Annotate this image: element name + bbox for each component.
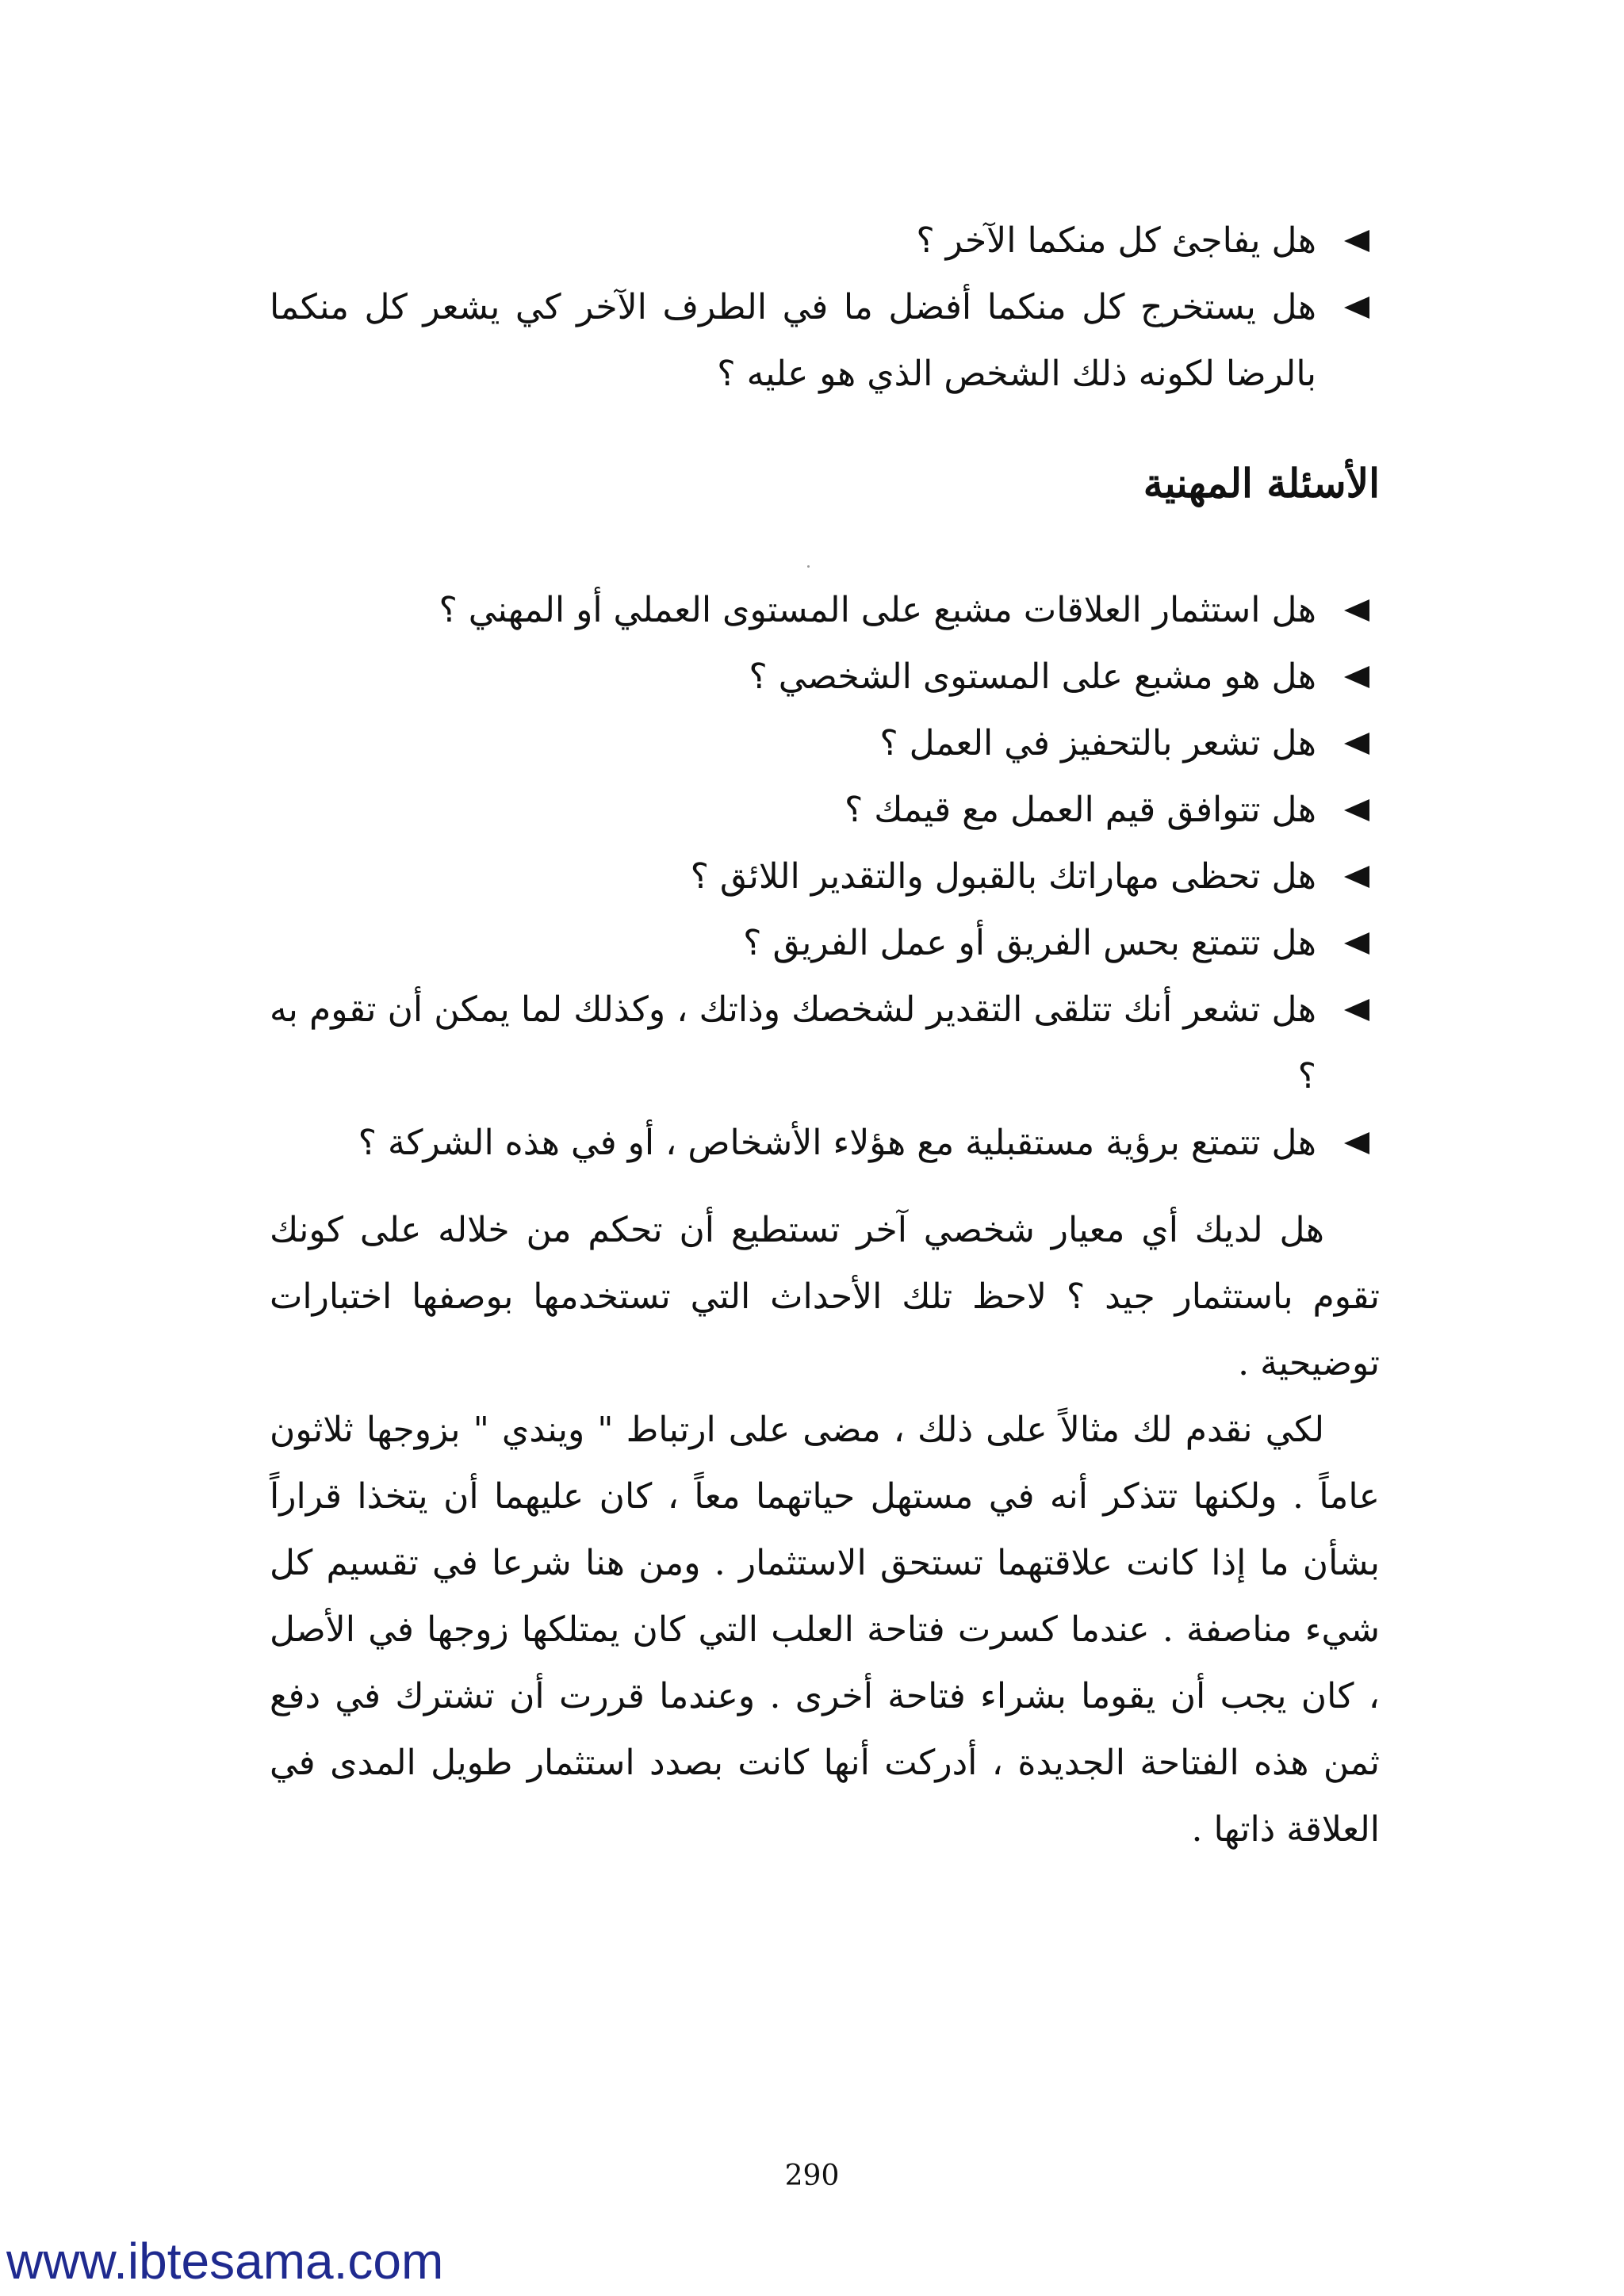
list-item xyxy=(270,844,1380,910)
bullet-text: هل هو مشبع على المستوى الشخصي ؟ xyxy=(749,656,1316,697)
triangle-pointer-icon xyxy=(1332,844,1380,910)
footer-website-link[interactable]: www.ibtesama.com xyxy=(6,2233,444,2290)
triangle-pointer-icon xyxy=(1332,644,1380,710)
triangle-pointer-icon xyxy=(1332,274,1380,341)
career-bullet-block xyxy=(270,577,1380,1177)
paragraph: لكي نقدم لك مثالاً على ذلك ، مضى على ارتباط " ويندي " بزوجها ثلاثون عاماً . ولكنها تتذكر أنه في مستهل حياتهما معاً ، كان عليهما أن يتخذا قراراً بشأن ما إذا كانت علاقتهما تستحق الاستثمار . ومن هنا شرعا في تقسيم كل شيء مناصفة . عندما كسرت فتاحة العلب التي كان يمتلكها زوجها في الأصل ، كان يجب أن يقوما بشراء فتاحة أخرى . وعندما قررت أن تشترك في دفع ثمن هذه الفتاحة الجديدة ، أدركت أنها كانت بصدد استثمار طويل المدى في العلاقة ذاتها . xyxy=(270,1410,1380,1850)
triangle-pointer-icon xyxy=(1332,710,1380,777)
body-text-block xyxy=(270,1197,1380,1863)
bullet-text: هل تشعر أنك تتلقى التقدير لشخصك وذاتك ، وكذلك لما يمكن أن تقوم به ؟ xyxy=(270,989,1316,1096)
paragraph: هل لديك أي معيار شخصي آخر تستطيع أن تحكم من خلاله على كونك تقوم باستثمار جيد ؟ لاحظ تلك الأحداث التي تستخدمها بوصفها اختبارات توضيحية . xyxy=(270,1210,1380,1383)
triangle-pointer-icon xyxy=(1332,577,1380,644)
list-item xyxy=(270,274,1380,408)
triangle-pointer-icon xyxy=(1332,208,1380,274)
list-item xyxy=(270,710,1380,777)
triangle-pointer-icon xyxy=(1332,777,1380,844)
list-item xyxy=(270,977,1380,1110)
bullet-text: هل يستخرج كل منكما أفضل ما في الطرف الآخر كي يشعر كل منكما بالرضا لكونه ذلك الشخص الذي هو عليه ؟ xyxy=(270,287,1316,394)
bullet-text: هل تتمتع بحس الفريق أو عمل الفريق ؟ xyxy=(743,923,1316,963)
triangle-pointer-icon xyxy=(1332,1110,1380,1177)
list-item xyxy=(270,577,1380,644)
bullet-text: هل تتمتع برؤية مستقبلية مع هؤلاء الأشخاص ، أو في هذه الشركة ؟ xyxy=(358,1123,1316,1163)
triangle-pointer-icon xyxy=(1332,977,1380,1043)
bullet-text: هل تتوافق قيم العمل مع قيمك ؟ xyxy=(844,790,1316,830)
page-number: 290 xyxy=(784,2160,840,2192)
list-item xyxy=(270,910,1380,977)
top-bullet-list xyxy=(270,208,1380,408)
list-item xyxy=(270,644,1380,710)
list-item xyxy=(270,208,1380,274)
top-bullet-block xyxy=(270,208,1380,408)
section-heading: الأسئلة المهنية xyxy=(1143,460,1380,507)
bullet-text: هل تشعر بالتحفيز في العمل ؟ xyxy=(879,723,1316,763)
stray-dot xyxy=(807,565,810,568)
bullet-text: هل يفاجئ كل منكما الآخر ؟ xyxy=(916,220,1316,261)
career-bullet-list xyxy=(270,577,1380,1177)
triangle-pointer-icon xyxy=(1332,910,1380,977)
bullet-text: هل استثمار العلاقات مشبع على المستوى العملي أو المهني ؟ xyxy=(439,590,1316,630)
bullet-text: هل تحظى مهاراتك بالقبول والتقدير اللائق ؟ xyxy=(690,856,1316,897)
list-item xyxy=(270,777,1380,844)
list-item xyxy=(270,1110,1380,1177)
